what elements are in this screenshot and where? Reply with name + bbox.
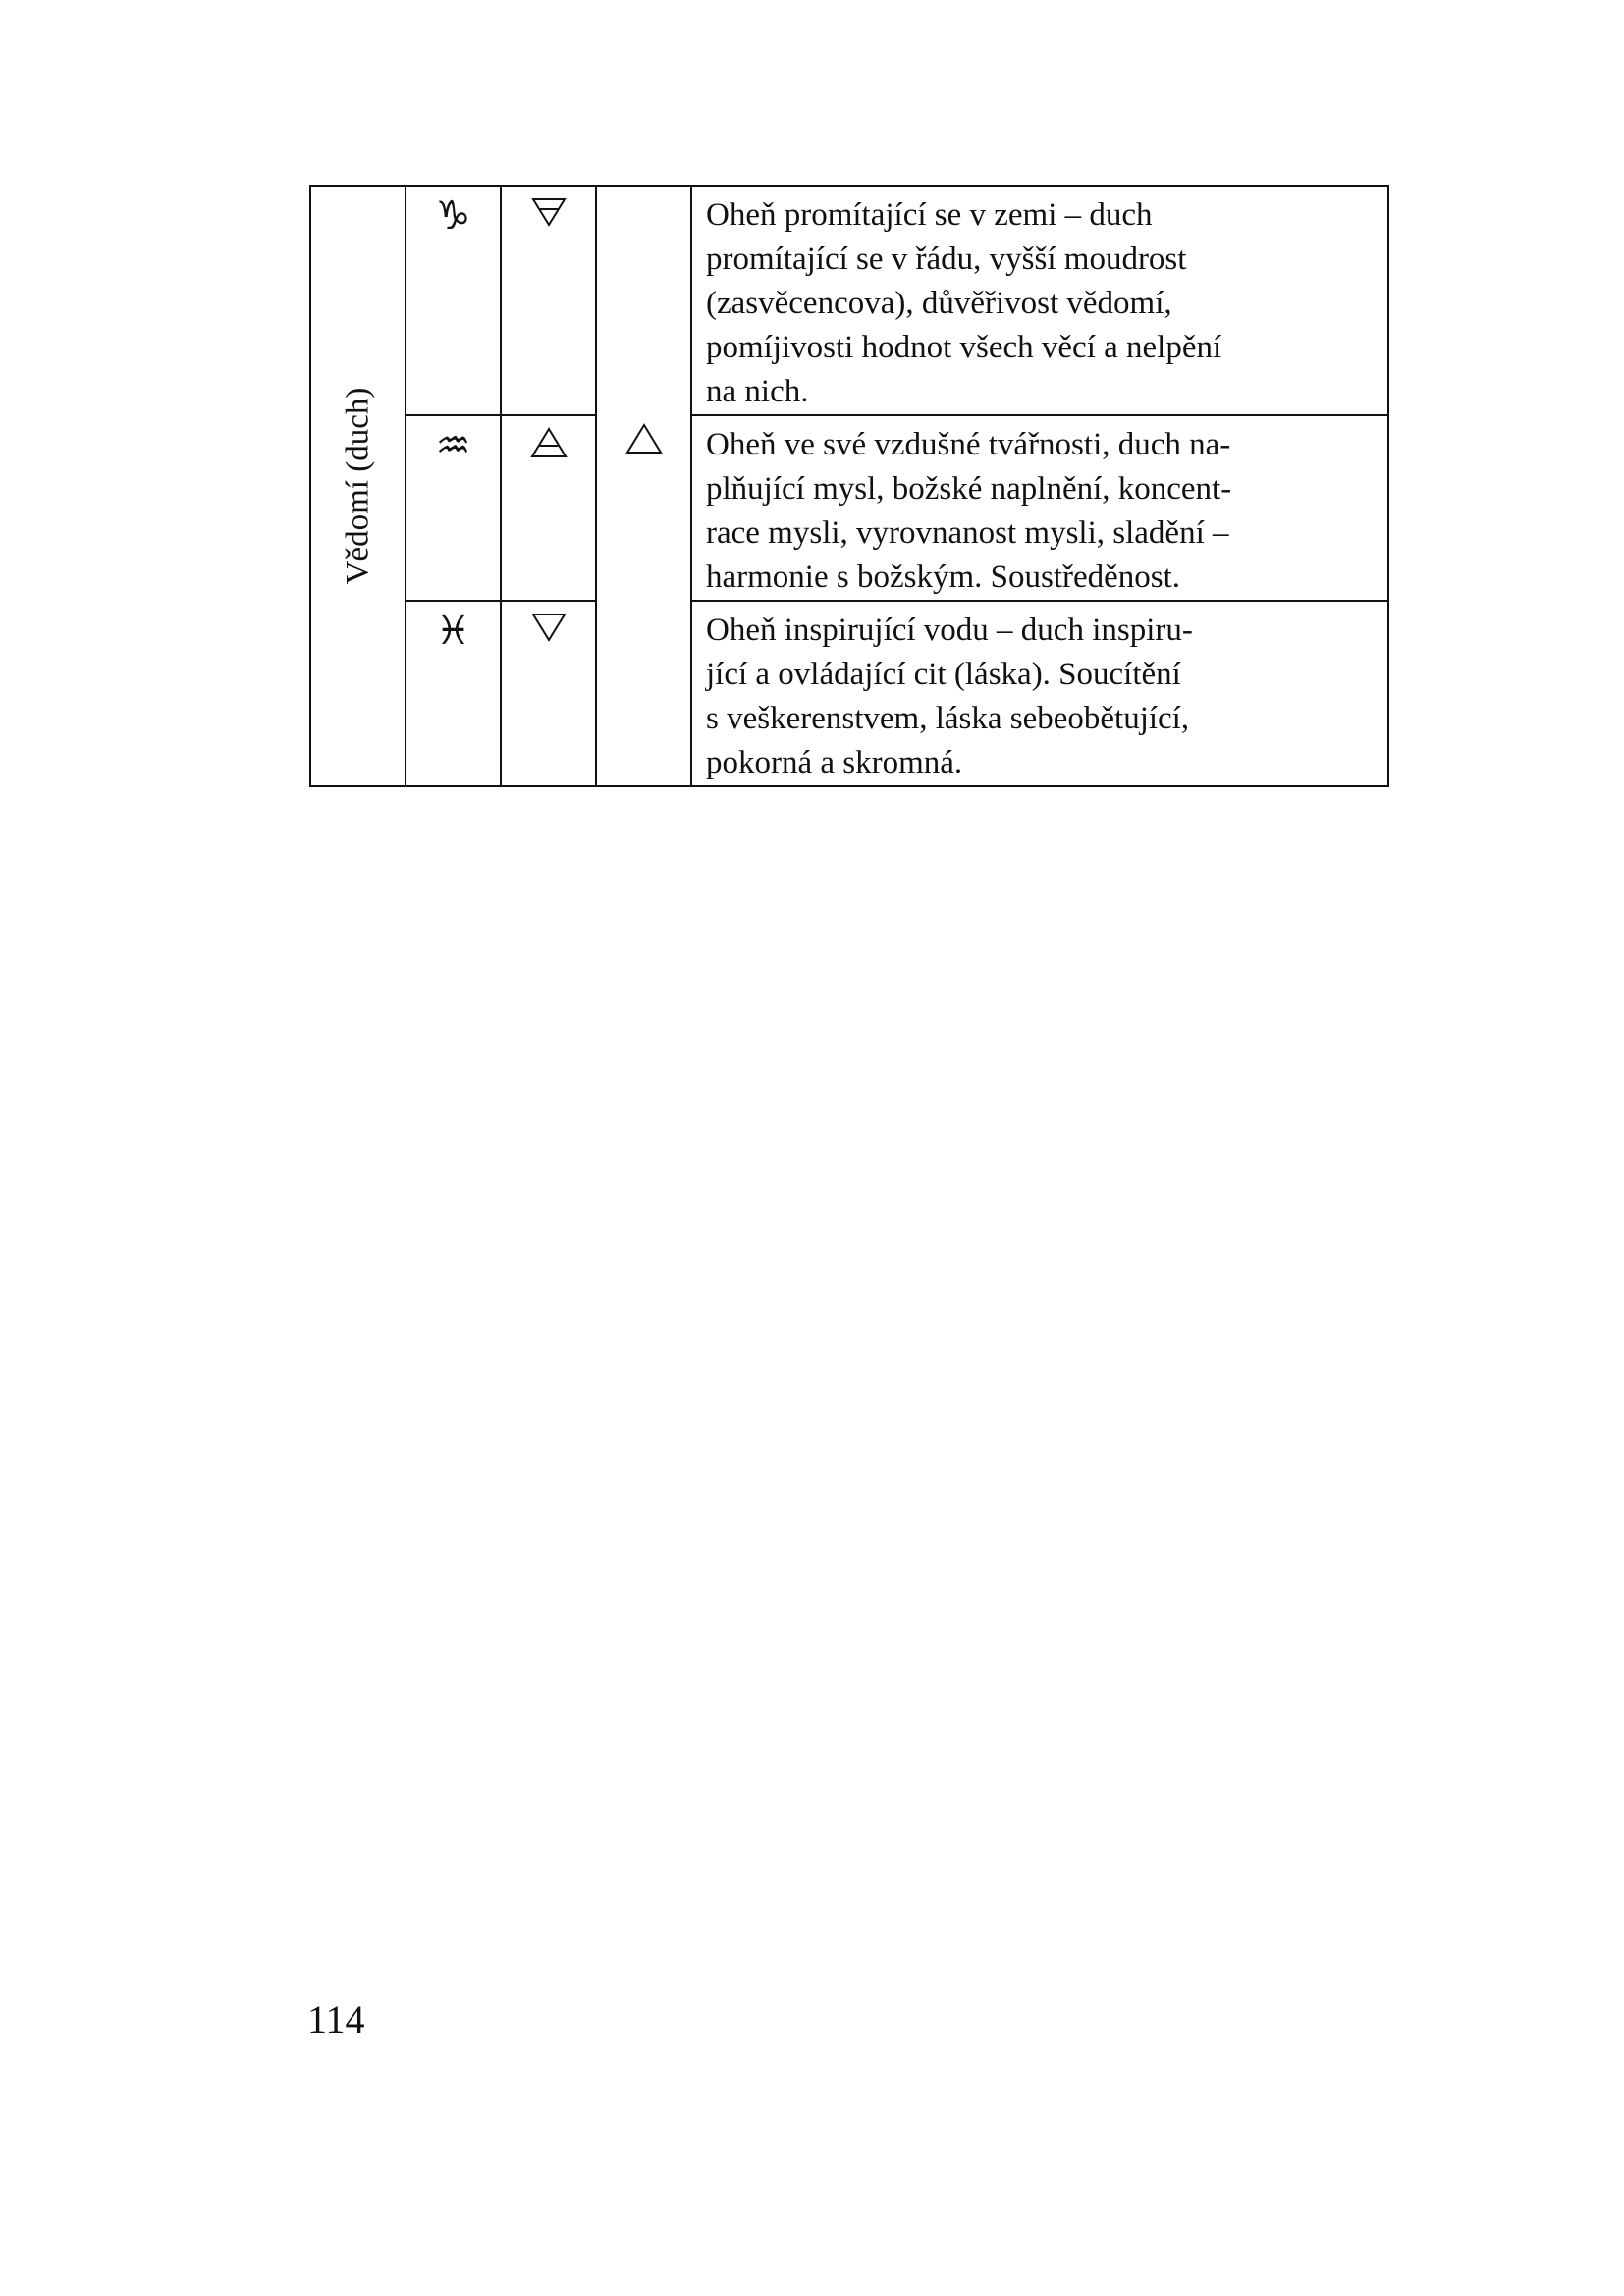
zodiac-element-table [309, 185, 1389, 787]
description-line: Oheň inspirující vodu – duch inspiru- [706, 613, 1193, 648]
description-line: pomíjivosti hodnot všech věcí a nelpění [706, 330, 1222, 365]
rotated-category-cell [310, 186, 406, 786]
description-text [692, 187, 1387, 414]
fire-triangle-icon [597, 422, 690, 459]
description-line: jící a ovládající cit (láska). Soucítění [706, 657, 1181, 692]
description-line: s veškerenstvem, láska sebeobětující, [706, 701, 1190, 736]
main-element-cell [596, 186, 691, 786]
sign-cell [406, 601, 501, 786]
sign-cell [406, 415, 501, 601]
description-cell [691, 601, 1388, 786]
description-text [692, 416, 1387, 600]
sign-cell [406, 186, 501, 415]
earth-triangle-icon [502, 187, 595, 228]
description-line: harmonie s božským. Soustředěnost. [706, 560, 1181, 595]
description-line: (zasvěcencova), důvěřivost vědomí, [706, 286, 1172, 321]
pisces-icon: ♓ [435, 609, 471, 654]
table-row [310, 601, 1388, 786]
element-cell [501, 601, 596, 786]
description-line: race mysli, vyrovnanost mysli, sladění – [706, 515, 1229, 551]
table-row [310, 186, 1388, 415]
element-cell [501, 186, 596, 415]
description-line: promítající se v řádu, vyšší moudrost [706, 241, 1187, 277]
description-cell [691, 415, 1388, 601]
capricorn-icon: ♑ [435, 193, 471, 239]
description-cell [691, 186, 1388, 415]
category-label: Vědomí (duch) [340, 387, 375, 585]
water-triangle-icon [502, 602, 595, 643]
page-number: 114 [307, 1998, 365, 2042]
description-text [692, 602, 1387, 785]
table-row [310, 415, 1388, 601]
description-line: na nich. [706, 374, 809, 409]
description-line: Oheň ve své vzdušné tvářnosti, duch na- [706, 427, 1231, 462]
description-line: Oheň promítající se v zemi – duch [706, 197, 1153, 233]
air-triangle-icon [502, 416, 595, 459]
aquarius-icon: ♒ [435, 423, 471, 468]
description-line: pokorná a skromná. [706, 745, 963, 780]
description-line: plňující mysl, božské naplnění, koncent- [706, 471, 1232, 507]
element-cell [501, 415, 596, 601]
